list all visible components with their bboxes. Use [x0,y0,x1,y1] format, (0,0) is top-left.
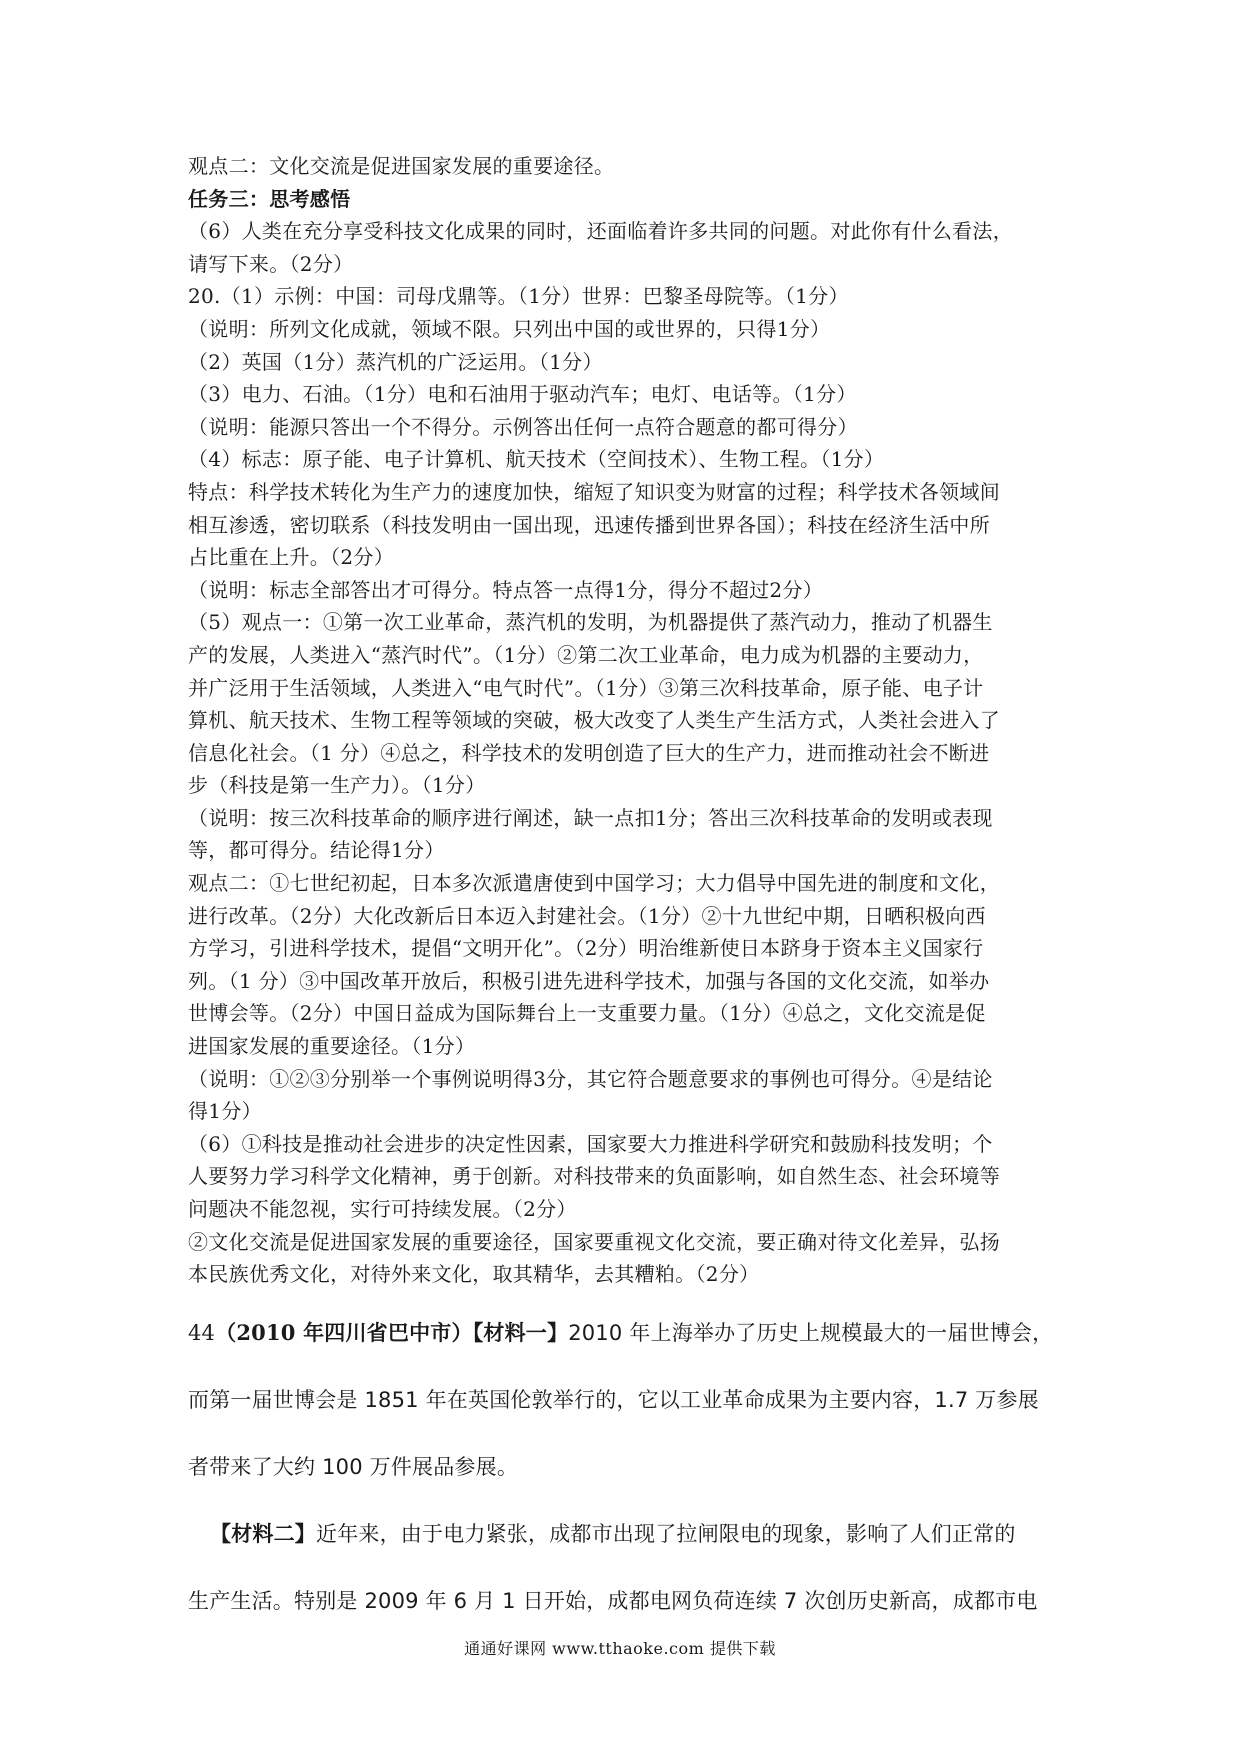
text-line: 进行改革。（2分）大化改新后日本迈入封建社会。（1分）②十九世纪中期，日晒积极向西 [188,903,986,928]
question-source: （2010 年四川省巴中市） [215,1319,473,1345]
text-line: 特点：科学技术转化为生产力的速度加快，缩短了知识变为财富的过程；科学技术各领域间 [188,479,1000,504]
text-line: （说明：能源只答出一个不得分。示例答出任何一点符合题意的都可得分） [188,414,858,439]
question-44 [188,1299,1058,1635]
text-line: 等，都可得分。结论得1分） [188,838,445,863]
material-two-text: 近年来，由于电力紧张，成都市出现了拉闸限电的现象，影响了人们正常的 [316,1521,1016,1546]
page-footer: 通通好课网 www.tthaoke.com 提供下载 [464,1639,776,1658]
text-line: （6）人类在充分享受科技文化成果的同时，还面临着许多共同的问题。对此你有什么看法， [188,219,1014,244]
text-line: 方学习，引进科学技术，提倡“文明开化”。（2分）明治维新使日本跻身于资本主义国家行 [188,936,984,961]
text-line: 请写下来。（2分） [188,251,354,276]
text-line: 进国家发展的重要途径。（1分） [188,1034,476,1059]
text-line: 列。（1 分）③中国改革开放后，积极引进先进科学技术，加强与各国的文化交流，如举办 [188,968,990,993]
document-page [188,150,1058,1635]
text-line: （5）观点一：①第一次工业革命，蒸汽机的发明，为机器提供了蒸汽动力，推动了机器生 [188,610,993,635]
text-line: 世博会等。（2分）中国日益成为国际舞台上一支重要力量。（1分）④总之，文化交流是促 [188,1001,986,1026]
material-one-label: 【材料一】 [472,1320,569,1345]
text-line: 相互渗透，密切联系（科技发明由一国出现，迅速传播到世界各国）；科技在经济生活中所 [188,512,990,537]
text-line: （说明：按三次科技革命的顺序进行阐述，缺一点扣1分；答出三次科技革命的发明或表现 [188,805,993,830]
text-line: ②文化交流是促进国家发展的重要途径，国家要重视文化交流，要正确对待文化差异，弘扬 [188,1229,1000,1254]
text-line: （2）英国（1分）蒸汽机的广泛运用。（1分） [188,349,603,374]
text-line: （6）①科技是推动社会进步的决定性因素，国家要大力推进科学研究和鼓励科技发明；个 [188,1131,993,1156]
text-line: 算机、航天技术、生物工程等领域的突破，极大改变了人类生产生活方式，人类社会进入了 [188,708,1000,733]
text-line: 问题决不能忽视，实行可持续发展。（2分） [188,1197,577,1221]
text-line: （说明：所列文化成就，领域不限。只列出中国的或世界的，只得1分） [188,316,831,341]
text-line: 观点二：文化交流是促进国家发展的重要途径。 [188,154,615,178]
material-two-first-line [188,1501,1058,1568]
text-line: 信息化社会。（1 分）④总之，科学技术的发明创造了巨大的生产力，进而推动社会不断进 [188,740,990,765]
text-line: （说明：标志全部答出才可得分。特点答一点得1分，得分不超过2分） [188,577,824,602]
material-one-line: 者带来了大约 100 万件展品参展。 [188,1454,519,1479]
text-line: 观点二：①七世纪初起，日本多次派遣唐使到中国学习；大力倡导中国先进的制度和文化， [188,871,1000,896]
text-line: 产的发展，人类进入“蒸汽时代”。（1分）②第二次工业革命，电力成为机器的主要动力， [188,642,984,667]
text-line: 本民族优秀文化，对待外来文化，取其精华，去其糟粕。（2分） [188,1262,760,1287]
question-number: 44 [188,1320,216,1345]
text-line: 步（科技是第一生产力）。（1分） [188,773,486,798]
text-line: 人要努力学习科学文化精神，勇于创新。对科技带来的负面影响，如自然生态、社会环境等 [188,1164,1000,1189]
text-line: （4）标志：原子能、电子计算机、航天技术（空间技术）、生物工程。（1分） [188,447,885,472]
answer-section [188,150,1058,1291]
material-two-line: 生产生活。特别是 2009 年 6 月 1 日开始，成都电网负荷连续 7 次创历史新高，成都市电 [188,1588,1038,1613]
text-line: （3）电力、石油。（1分）电和石油用于驱动汽车；电灯、电话等。（1分） [188,382,857,407]
material-one-text: 2010 年上海举办了历史上规模最大的一届世博会， [568,1320,1054,1345]
text-line: 20.（1）示例：中国：司母戊鼎等。（1分）世界：巴黎圣母院等。（1分） [188,284,849,309]
text-line: （说明：①②③分别举一个事例说明得3分，其它符合题意要求的事例也可得分。④是结论 [188,1066,993,1091]
section-heading: 任务三：思考感悟 [188,186,351,211]
text-line: 占比重在上升。（2分） [188,545,395,570]
question-first-line [188,1299,1058,1367]
material-one-line: 而第一届世博会是 1851 年在英国伦敦举行的，它以工业革命成果为主要内容，1.7 万参展 [188,1387,1039,1412]
text-line: 并广泛用于生活领域，人类进入“电气时代”。（1分）③第三次科技革命，原子能、电子计 [188,675,984,700]
material-two-label: 【材料二】 [210,1521,316,1546]
text-line: 得1分） [188,1099,262,1124]
